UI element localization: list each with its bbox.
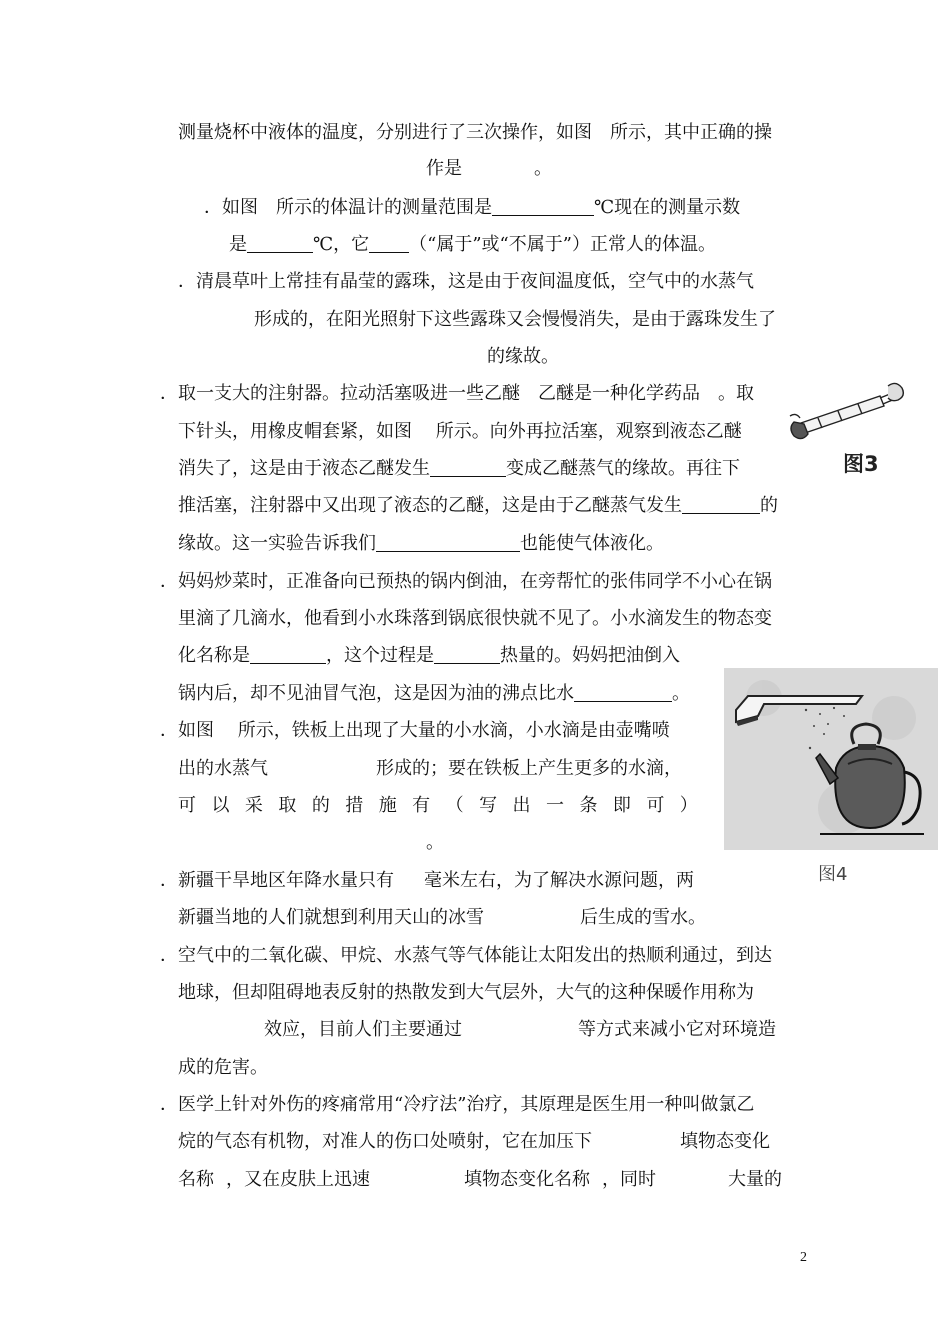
q3-line1: ．清晨草叶上常挂有晶莹的露珠，这是由于夜间温度低，空气中的水蒸气 bbox=[178, 271, 754, 292]
q2-line1-tail: ℃现在的测量示数 bbox=[594, 197, 741, 218]
q4-line4 bbox=[178, 494, 778, 518]
q4-blank-liquefy[interactable] bbox=[682, 495, 760, 514]
q6-line3-char: 的 bbox=[311, 795, 330, 816]
q8-line3 bbox=[264, 1018, 776, 1042]
q7-line1 bbox=[160, 869, 694, 893]
q6-line2 bbox=[178, 757, 682, 781]
q8-line1: ．空气中的二氧化碳、甲烷、水蒸气等气体能让太阳发出的热顺利通过，到达 bbox=[160, 945, 772, 966]
q4-line3-tail: 变成乙醚蒸气的缘故。再往下 bbox=[506, 458, 740, 479]
q7-line1-text: ．新疆干旱地区年降水量只有 bbox=[160, 870, 394, 891]
q6-line3 bbox=[178, 794, 698, 818]
q2-line1 bbox=[204, 196, 740, 220]
q5-line4-tail: 。 bbox=[672, 683, 690, 704]
q9-line3-a: 名称 bbox=[178, 1169, 214, 1190]
q7-line2-text: 新疆当地的人们就想到利用天山的冰雪 bbox=[178, 907, 484, 928]
q6-line3-char: 即 bbox=[612, 795, 631, 816]
q6-line3-char: 以 bbox=[211, 795, 230, 816]
page-number: 2 bbox=[800, 1250, 807, 1265]
q5-line4 bbox=[178, 682, 690, 706]
q5-line2: 里滴了几滴水，他看到小水珠落到锅底很快就不见了。小水滴发生的物态变 bbox=[178, 608, 772, 629]
q6-line1: ．如图 所示，铁板上出现了大量的小水滴，小水滴是由壶嘴喷 bbox=[160, 720, 670, 741]
q7-line2 bbox=[178, 906, 706, 930]
figure-3-label: 图3 bbox=[843, 452, 879, 476]
q2-line2-text: 是 bbox=[229, 234, 247, 255]
q6-line3-char: 出 bbox=[512, 795, 531, 816]
q9-line2-tail: 填物态变化 bbox=[680, 1131, 770, 1152]
q9-line3-d: ，同时 bbox=[602, 1169, 656, 1190]
q5-blank-heat[interactable] bbox=[434, 645, 500, 664]
q5-blank-change[interactable] bbox=[250, 645, 326, 664]
q4-blank-method[interactable] bbox=[376, 533, 520, 552]
q5-line1: ．妈妈炒菜时，正准备向已预热的锅内倒油，在旁帮忙的张伟同学不小心在锅 bbox=[160, 571, 772, 592]
q4-line1: ．取一支大的注射器。拉动活塞吸进一些乙醚 乙醚是一种化学药品 。取 bbox=[160, 383, 754, 404]
q6-line3-char: 措 bbox=[345, 795, 364, 816]
q2-line1-text: ．如图 所示的体温计的测量范围是 bbox=[204, 197, 492, 218]
q9-line3-c: 填物态变化名称 bbox=[464, 1169, 590, 1190]
q6-line3-char: 有 bbox=[412, 795, 431, 816]
q1-line2 bbox=[426, 157, 552, 181]
q7-line2-tail: 后生成的雪水。 bbox=[580, 907, 706, 928]
q6-line3-char: 一 bbox=[545, 795, 564, 816]
q6-line4: 。 bbox=[426, 832, 444, 853]
q6-line3-char: 可 bbox=[178, 795, 196, 816]
q9-line3-e: 大量的 bbox=[728, 1169, 782, 1190]
q5-line4-text: 锅内后，却不见油冒气泡，这是因为油的沸点比水 bbox=[178, 683, 574, 704]
q1-line2-end: 。 bbox=[534, 158, 552, 179]
q4-line4-text: 推活塞，注射器中又出现了液态的乙醚，这是由于乙醚蒸气发生 bbox=[178, 495, 682, 516]
q1-line1: 测量烧杯中液体的温度，分别进行了三次操作，如图 所示，其中正确的操 bbox=[178, 122, 772, 143]
q5-line3-tail: 热量的。妈妈把油倒入 bbox=[500, 645, 680, 666]
q4-line5-text: 缘故。这一实验告诉我们 bbox=[178, 533, 376, 554]
q5-blank-boiling[interactable] bbox=[574, 683, 672, 702]
q4-line3-text: 消失了，这是由于液态乙醚发生 bbox=[178, 458, 430, 479]
syringe-figure bbox=[788, 376, 908, 446]
q4-line5-tail: 也能使气体液化。 bbox=[520, 533, 664, 554]
q6-line3-char: ） bbox=[679, 795, 698, 816]
q9-line1: ．医学上针对外伤的疼痛常用“冷疗法”治疗，其原理是医生用一种叫做氯乙 bbox=[160, 1094, 755, 1115]
q7-line1-tail: 毫米左右，为了解决水源问题，两 bbox=[424, 870, 694, 891]
q2-line2-tail: （“属于”或“不属于”）正常人的体温。 bbox=[409, 234, 716, 255]
q6-line3-char: 施 bbox=[378, 795, 397, 816]
q6-line3-char: （ bbox=[445, 795, 464, 816]
q2-blank-range[interactable] bbox=[492, 197, 594, 216]
q5-line3-text: 化名称是 bbox=[178, 645, 250, 666]
q2-blank-reading[interactable] bbox=[247, 234, 313, 253]
q2-blank-normal[interactable] bbox=[369, 234, 409, 253]
q8-line3-text: 效应，目前人们主要通过 bbox=[264, 1019, 462, 1040]
q9-line3-b: ，又在皮肤上迅速 bbox=[226, 1169, 370, 1190]
q1-line2-text: 作是 bbox=[426, 158, 462, 179]
q8-line4: 成的危害。 bbox=[178, 1057, 268, 1078]
q4-line5 bbox=[178, 532, 664, 556]
q6-line3-char: 取 bbox=[278, 795, 297, 816]
q4-blank-vaporize[interactable] bbox=[430, 458, 506, 477]
q6-line3-char: 采 bbox=[244, 795, 263, 816]
q5-line3-mid: ，这个过程是 bbox=[326, 645, 434, 666]
q6-line2-tail: 形成的；要在铁板上产生更多的水滴， bbox=[376, 758, 682, 779]
q4-line4-tail: 的 bbox=[760, 495, 778, 516]
q6-line2-text: 出的水蒸气 bbox=[178, 758, 268, 779]
figure-4-label: 图4 bbox=[818, 864, 848, 885]
q9-line3 bbox=[178, 1168, 782, 1192]
q9-line2-text: 烷的气态有机物，对准人的伤口处喷射，它在加压下 bbox=[178, 1131, 592, 1152]
q4-line3 bbox=[178, 457, 740, 481]
q8-line2: 地球，但却阻碍地表反射的热散发到大气层外，大气的这种保暖作用称为 bbox=[178, 982, 754, 1003]
q9-line2 bbox=[178, 1130, 770, 1154]
q8-line3-tail: 等方式来减小它对环境造 bbox=[578, 1019, 776, 1040]
q6-line3-char: 可 bbox=[646, 795, 665, 816]
q6-line3-char: 条 bbox=[579, 795, 598, 816]
q6-line3-char: 写 bbox=[479, 795, 498, 816]
q3-line3: 的缘故。 bbox=[487, 346, 559, 367]
q2-line2 bbox=[229, 233, 716, 257]
q2-line2-mid: ℃，它 bbox=[313, 234, 370, 255]
q5-line3 bbox=[178, 644, 680, 668]
q3-line2: 形成的，在阳光照射下这些露珠又会慢慢消失，是由于露珠发生了 bbox=[254, 309, 776, 330]
q4-line2: 下针头，用橡皮帽套紧，如图 所示。向外再拉活塞，观察到液态乙醚 bbox=[178, 421, 742, 442]
kettle-figure bbox=[724, 668, 938, 850]
